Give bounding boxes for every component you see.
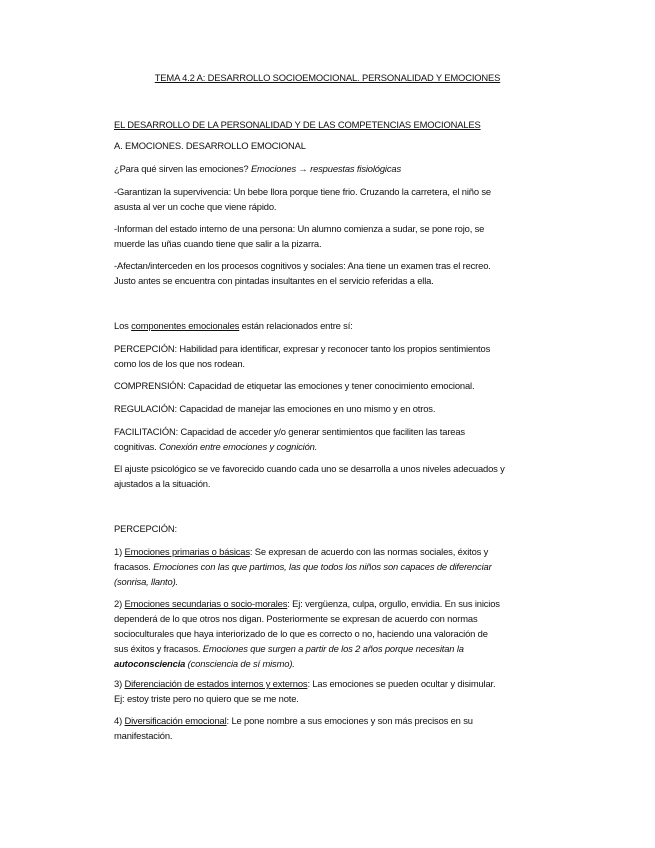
question-italic: Emociones → respuestas fisiológicas [250,163,401,174]
item-3-rest: : Las emociones se pueden ocultar y disimular. [307,678,496,689]
component-regulacion: REGULACIÓN: Capacidad de manejar las emociones en uno mismo y en otros. [114,403,436,414]
item-4-rest: : Le pone nombre a sus emociones y son más precisos en su [226,715,473,726]
item-1-line-2-plain: fracasos. [114,561,154,572]
item-1-line-2-italic: Emociones con las que partimos, las que todos los niños son capaces de diferenciar [153,561,492,572]
component-percepcion-line-1: PERCEPCIÓN: Habilidad para identificar, expresar y reconocer tanto los propios sentimientos [114,343,491,354]
function-2 [114,221,544,251]
function-2-line-1: -Informan del estado interno de una persona: Un alumno comienza a sudar, se pone rojo, se [114,223,485,234]
component-facilitacion [114,424,544,454]
item-2-term: Emociones secundarias o socio-morales [124,598,288,609]
item-2-line-4-italic: Emociones que surgen a partir de los 2 años porque necesitan la [202,643,464,654]
component-facilitacion-italic: Conexión entre emociones y cognición. [159,441,318,452]
components-intro-pre: Los [114,320,132,331]
function-1 [114,184,544,214]
function-2-line-2: muerde las uñas cuando tiene que salir a la pizarra. [114,238,322,249]
ajuste-paragraph [114,461,544,491]
ajuste-line-1: El ajuste psicológico se ve favorecido cuando cada uno se desarrolla a unos niveles adecuados y [114,463,505,474]
component-percepcion-line-2: como los de los que nos rodean. [114,358,245,369]
function-3-line-1: -Afectan/interceden en los procesos cognitivos y sociales: Ana tiene un examen tras el recreo. [114,260,491,271]
function-1-line-1: -Garantizan la supervivencia: Un bebe llora porque tiene frio. Cruzando la carretera, el niño se [114,186,491,197]
component-percepcion [114,341,544,371]
item-1-rest: : Se expresan de acuerdo con las normas sociales, éxitos y [249,546,489,557]
function-1-line-2: asusta al ver un coche que viene rápido. [114,201,277,212]
components-intro [114,318,544,333]
function-3 [114,258,544,288]
percepcion-item-3 [114,676,544,706]
item-1-line-3-italic: (sonrisa, llanto). [114,576,178,587]
item-2-line-5-italic: (consciencia de sí mismo). [185,658,295,669]
subsection-heading: A. EMOCIONES. DESARROLLO EMOCIONAL [114,140,306,151]
ajuste-line-2: ajustados a la situación. [114,478,211,489]
component-facilitacion-line-1: FACILITACIÓN: Capacidad de acceder y/o generar sentimientos que faciliten las tareas [114,426,465,437]
item-2-line-2: dependerá de lo que otros nos digan. Posteriormente se expresan de acuerdo con normas [114,613,478,624]
item-2-rest: : Ej: vergüenza, culpa, orgullo, envidia. En sus inicios [287,598,500,609]
percepcion-heading: PERCEPCIÓN: [114,523,177,534]
component-comprension: COMPRENSIÓN: Capacidad de etiquetar las emociones y tener conocimiento emocional. [114,380,475,391]
item-4-number: 4) [114,715,125,726]
item-1-term: Emociones primarias o básicas [124,546,250,557]
item-1-number: 1) [114,546,125,557]
item-3-line-2: Ej: estoy triste pero no quiero que se me note. [114,693,299,704]
item-2-number: 2) [114,598,125,609]
question-line [114,161,544,176]
page-title: TEMA 4.2 A: DESARROLLO SOCIOEMOCIONAL. PERSONALIDAD Y EMOCIONES [154,72,501,83]
item-2-line-5-bold: autoconsciencia [114,658,186,669]
section-heading: EL DESARROLLO DE LA PERSONALIDAD Y DE LAS COMPETENCIAS EMOCIONALES [114,119,481,130]
percepcion-item-4 [114,713,544,743]
function-3-line-2: Justo antes se encuentra con pintadas insultantes en el servicio referidas a ella. [114,275,434,286]
item-3-term: Diferenciación de estados internos y externos [124,678,308,689]
question-text: ¿Para qué sirven las emociones? [114,163,251,174]
item-2-line-4-plain: sus éxitos y fracasos. [114,643,203,654]
item-2-line-3: socioculturales que haya interiorizado de lo que es correcto o no, haciendo una valoración de [114,628,488,639]
components-intro-post: están relacionados entre sí: [239,320,353,331]
components-intro-underlined: componentes emocionales [131,320,240,331]
item-4-line-2: manifestación. [114,730,173,741]
percepcion-item-1 [114,544,544,589]
component-facilitacion-line-2: cognitivas. [114,441,160,452]
percepcion-item-2 [114,596,544,671]
item-4-term: Diversificación emocional [124,715,227,726]
item-3-number: 3) [114,678,125,689]
